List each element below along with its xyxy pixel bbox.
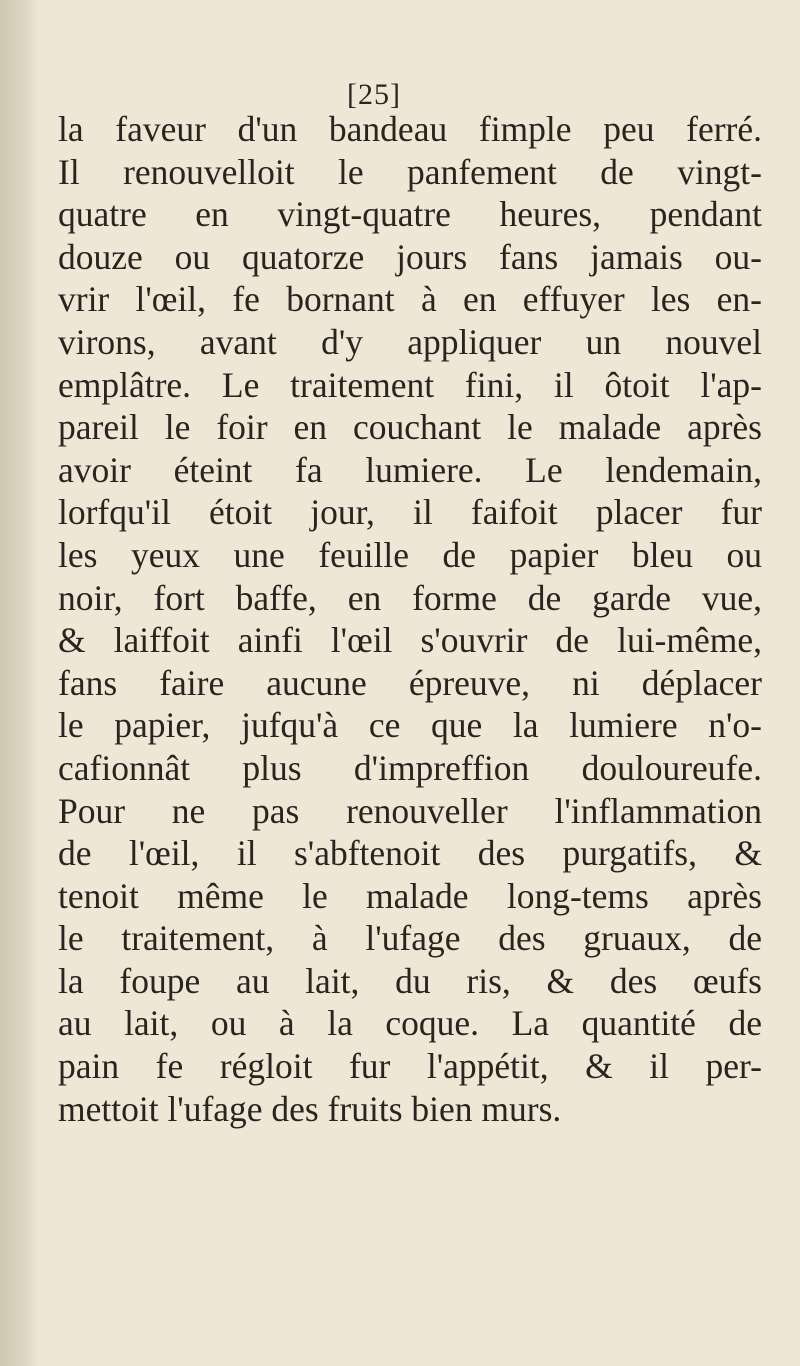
text-line: la faveur d'un bandeau fimple peu ferré.	[58, 109, 762, 149]
text-line: cafionnât plus d'impreffion douloureufe.	[58, 747, 762, 788]
text-line: les yeux une feuille de papier bleu ou	[58, 534, 762, 575]
text-line: Il renouvelloit le panfement de vingt-	[58, 151, 762, 192]
text-line: le traitement, à l'ufage des gruaux, de	[58, 918, 762, 959]
text-line: pareil le foir en couchant le malade après	[58, 407, 762, 448]
text-line: fans faire aucune épreuve, ni déplacer	[58, 662, 762, 703]
text-line: emplâtre. Le traitement fini, il ôtoit l'ap-	[58, 364, 762, 405]
text-line: tenoit même le malade long-tems après	[58, 875, 762, 916]
text-line: douze ou quatorze jours fans jamais ou-	[58, 236, 762, 277]
text-line: quatre en vingt-quatre heures, pendant	[58, 194, 762, 235]
text-line: mettoit l'ufage des fruits bien murs.	[58, 1088, 562, 1129]
text-line: la foupe au lait, du ris, & des œufs	[58, 960, 762, 1001]
text-line: noir, fort baffe, en forme de garde vue,	[58, 577, 762, 618]
body-text	[58, 108, 762, 1130]
text-line: virons, avant d'y appliquer un nouvel	[58, 321, 762, 362]
text-line: de l'œil, il s'abftenoit des purgatifs, &	[58, 833, 762, 874]
text-line: Pour ne pas renouveller l'inflammation	[58, 790, 762, 831]
text-line: au lait, ou à la coque. La quantité de	[58, 1003, 762, 1044]
text-line: vrir l'œil, fe bornant à en effuyer les en-	[58, 279, 762, 320]
page-number: [25]	[347, 78, 401, 111]
text-line: le papier, jufqu'à ce que la lumiere n'o-	[58, 705, 762, 746]
text-line: avoir éteint fa lumiere. Le lendemain,	[58, 449, 762, 490]
text-line: pain fe régloit fur l'appétit, & il per-	[58, 1046, 762, 1087]
text-line: & laiffoit ainfi l'œil s'ouvrir de lui-même,	[58, 620, 762, 661]
text-line: lorfqu'il étoit jour, il faifoit placer fur	[58, 492, 762, 533]
page-gutter-shadow	[0, 0, 34, 1366]
